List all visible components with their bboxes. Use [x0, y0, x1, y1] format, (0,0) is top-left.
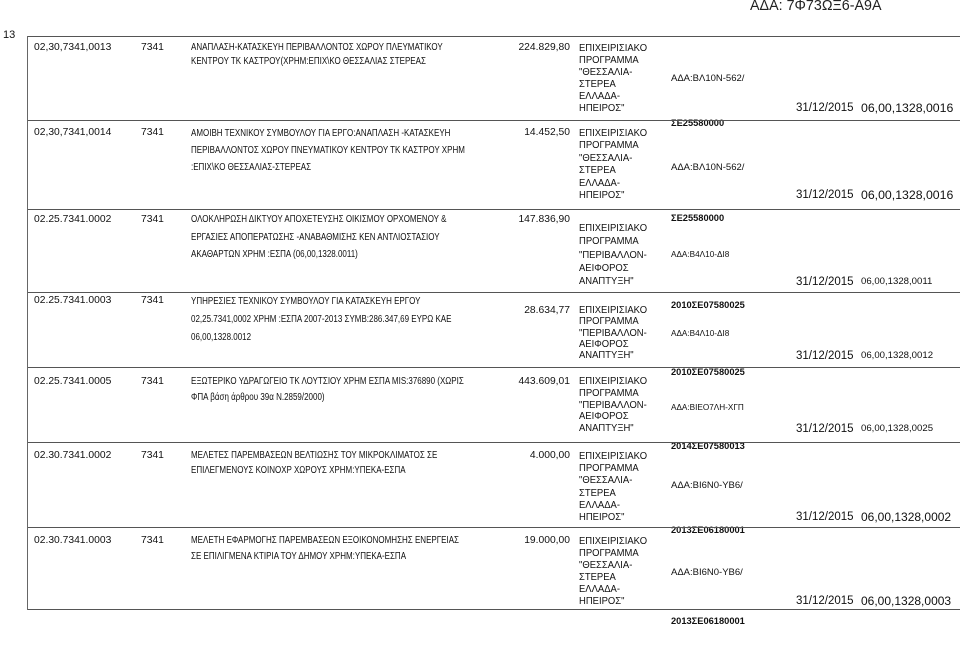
amount: 224.829,80	[518, 42, 570, 53]
kae-code: 7341	[141, 127, 164, 138]
kae-code: 7341	[141, 376, 164, 387]
ada-code: ΑΔΑ:Β4Λ10-ΔΙ8	[671, 329, 730, 338]
reference-code: 06,00,1328,0025	[861, 423, 934, 434]
se-code: ΣΕ25580000	[671, 213, 725, 223]
kae-code: 7341	[141, 42, 164, 53]
reference-code: 06,00,1328,0002	[861, 510, 952, 524]
amount: 443.609,01	[518, 376, 570, 387]
se-code: 2010ΣΕ07580025	[671, 367, 745, 377]
account-code: 02,30,7341,0014	[34, 127, 112, 138]
account-code: 02,30,7341,0013	[34, 42, 112, 53]
date: 31/12/2015	[796, 350, 854, 362]
funding-program: ΕΠΙΧΕΙΡΙΣΙΑΚΟ ΠΡΟΓΡΑΜΜΑ "ΠΕΡΙΒΑΛΛΟΝ- ΑΕΙΦΟΡΟΣ ΑΝΑΠΤΥΞΗ"	[579, 304, 648, 361]
date: 31/12/2015	[796, 595, 854, 607]
date: 31/12/2015	[796, 102, 854, 114]
reference-code: 06,00,1328,0011	[861, 276, 933, 287]
amount: 19.000,00	[524, 535, 570, 546]
project-description: ΟΛΟΚΛΗΡΩΣΗ ΔΙΚΤΥΟΥ ΑΠΟΧΕΤΕΥΣΗΣ ΟΙΚΙΣΜΟΥ ΟΡΧΟΜΕΝΟΥ & ΕΡΓΑΣΙΕΣ ΑΠΟΠΕΡΑΤΩΣΗΣ -ΑΝΑΒΑΘΜΙΣΗΣ ΚΕΝ ΑΝΤΛΙΟΣΤΑΣΙΟΥ ΑΚΑΘΑΡΤΩΝ ΧΡΗΜ :ΕΣΠΑ (06,00,1328.0011)	[191, 214, 447, 260]
amount: 4.000,00	[529, 450, 570, 461]
ada-code: ΑΔΑ:Β4Λ10-ΔΙ8	[671, 250, 730, 259]
funding-program: ΕΠΙΧΕΙΡΙΣΙΑΚΟ ΠΡΟΓΡΑΜΜΑ "ΠΕΡΙΒΑΛΛΟΝ- ΑΕΙΦΟΡΟΣ ΑΝΑΠΤΥΞΗ"	[579, 375, 648, 434]
reference-code: 06,00,1328,0016	[861, 101, 954, 115]
project-description: ΜΕΛΕΤΗ ΕΦΑΡΜΟΓΗΣ ΠΑΡΕΜΒΑΣΕΩΝ ΕΞΟΙΚΟΝΟΜΗΣΗΣ ΕΝΕΡΓΕΙΑΣ ΣΕ ΕΠΙΛΙΓΜΕΝΑ ΚΤΙΡΙΑ ΤΟΥ ΔΗΜΟΥ ΧΡΗΜ:ΥΠΕΚΑ-ΕΣΠΑ	[191, 535, 460, 562]
project-description: ΜΕΛΕΤΕΣ ΠΑΡΕΜΒΑΣΕΩΝ ΒΕΛΤΙΩΣΗΣ ΤΟΥ ΜΙΚΡΟΚΛΙΜΑΤΟΣ ΣΕ ΕΠΙΛΕΓΜΕΝΟΥΣ ΚΟΙΝΟΧΡ ΧΩΡΟΥΣ ΧΡΗΜ:ΥΠΕΚΑ-ΕΣΠΑ	[191, 450, 438, 476]
account-code: 02.30.7341.0003	[34, 535, 112, 546]
page-number: 13	[3, 29, 16, 41]
ada-reference	[671, 533, 745, 661]
amount: 14.452,50	[524, 127, 570, 138]
kae-code: 7341	[141, 214, 164, 225]
amount: 28.634,77	[524, 305, 570, 316]
date: 31/12/2015	[796, 189, 854, 201]
kae-code: 7341	[141, 535, 164, 546]
se-code: 2010ΣΕ07580025	[671, 300, 745, 310]
account-code: 02.25.7341.0005	[34, 376, 112, 387]
ada-code: ΑΔΑ:ΒΛ10Ν-562/	[671, 73, 745, 84]
funding-program: ΕΠΙΧΕΙΡΙΣΙΑΚΟ ΠΡΟΓΡΑΜΜΑ "ΘΕΣΣΑΛΙΑ- ΣΤΕΡΕΑ ΕΛΛΑΔΑ- ΗΠΕΙΡΟΣ"	[579, 535, 648, 607]
project-description: ΑΜΟΙΒΗ ΤΕΧΝΙΚΟΥ ΣΥΜΒΟΥΛΟΥ ΓΙΑ ΕΡΓΟ:ΑΝΑΠΛΑΣΗ -ΚΑΤΑΣΚΕΥΗ ΠΕΡΙΒΑΛΛΟΝΤΟΣ ΧΩΡΟΥ ΠΝΕΥΜΑΤΙΚΟΥ ΚΕΝΤΡΟΥ ΤΚ ΚΑΣΤΡΟΥ ΧΡΗΜ :ΕΠΙΧ\ΚΟ ΘΕΣΣΑΛΙΑΣ-ΣΤΕΡΕΑΣ	[191, 128, 465, 173]
se-code: 2013ΣΕ06180001	[671, 616, 745, 626]
amount: 147.836,90	[518, 214, 570, 225]
account-code: 02.25.7341.0002	[34, 214, 112, 225]
funding-program: ΕΠΙΧΕΙΡΙΣΙΑΚΟ ΠΡΟΓΡΑΜΜΑ "ΘΕΣΣΑΛΙΑ- ΣΤΕΡΕΑ ΕΛΛΑΔΑ- ΗΠΕΙΡΟΣ"	[579, 42, 648, 114]
document-ada-header: ΑΔΑ: 7Φ73ΩΞ6-Α9Α	[750, 0, 882, 14]
ada-code: ΑΔΑ:ΒΙ6Ν0-ΥΒ6/	[671, 480, 743, 491]
ada-code: ΑΔΑ:ΒΙ6Ν0-ΥΒ6/	[671, 567, 743, 578]
funding-program: ΕΠΙΧΕΙΡΙΣΙΑΚΟ ΠΡΟΓΡΑΜΜΑ "ΘΕΣΣΑΛΙΑ- ΣΤΕΡΕΑ ΕΛΛΑΔΑ- ΗΠΕΙΡΟΣ"	[579, 127, 648, 202]
kae-code: 7341	[141, 450, 164, 461]
se-code: ΣΕ25580000	[671, 118, 725, 128]
table-row	[28, 367, 960, 451]
date: 31/12/2015	[796, 276, 854, 288]
funding-program: ΕΠΙΧΕΙΡΙΣΙΑΚΟ ΠΡΟΓΡΑΜΜΑ "ΘΕΣΣΑΛΙΑ- ΣΤΕΡΕΑ ΕΛΛΑΔΑ- ΗΠΕΙΡΟΣ"	[579, 450, 648, 524]
project-description: ΥΠΗΡΕΣΙΕΣ ΤΕΧΝΙΚΟΥ ΣΥΜΒΟΥΛΟΥ ΓΙΑ ΚΑΤΑΣΚΕΥΗ ΕΡΓΟΥ 02,25.7341,0002 ΧΡΗΜ :ΕΣΠΑ 2007-2013 ΣΥΜΒ:286.347,69 ΕΥΡΩ ΚΑΕ 06,00,1328.0012	[191, 296, 452, 343]
table-row	[28, 36, 960, 128]
se-code: 2014ΣΕ07580013	[671, 441, 745, 451]
table-row	[28, 442, 960, 535]
kae-code: 7341	[141, 295, 164, 306]
project-description: ΕΞΩΤΕΡΙΚΟ ΥΔΡΑΓΩΓΕΙΟ ΤΚ ΛΟΥΤΣΙΟΥ ΧΡΗΜ ΕΣΠΑ MIS:376890 (ΧΩΡΙΣ ΦΠΑ βάση άρθρου 39α Ν.2859/2000)	[191, 376, 464, 403]
reference-code: 06,00,1328,0016	[861, 188, 954, 202]
ada-code: ΑΔΑ:ΒΙΕΟ7ΛΗ-ΧΓΠ	[671, 403, 744, 412]
table-row	[28, 292, 960, 377]
date: 31/12/2015	[796, 423, 854, 435]
reference-code: 06,00,1328,0012	[861, 350, 934, 361]
se-code: 2013ΣΕ06180001	[671, 525, 745, 535]
project-description: ΑΝΑΠΛΑΣΗ-ΚΑΤΑΣΚΕΥΗ ΠΕΡΙΒΑΛΛΟΝΤΟΣ ΧΩΡΟΥ ΠΛΕΥΜΑΤΙΚΟΥ ΚΕΝΤΡΟΥ ΤΚ ΚΑΣΤΡΟΥ(ΧΡΗΜ:ΕΠΙΧ\ΚΟ ΘΕΣΣΑΛΙΑΣ ΣΤΕΡΕΑΣ	[191, 42, 443, 67]
funding-program: ΕΠΙΧΕΙΡΙΣΙΑΚΟ ΠΡΟΓΡΑΜΜΑ "ΠΕΡΙΒΑΛΛΟΝ- ΑΕΙΦΟΡΟΣ ΑΝΑΠΤΥΞΗ"	[579, 222, 648, 287]
date: 31/12/2015	[796, 511, 854, 523]
account-code: 02.30.7341.0002	[34, 450, 112, 461]
budget-table	[27, 36, 960, 626]
account-code: 02.25.7341.0003	[34, 295, 112, 306]
ada-code: ΑΔΑ:ΒΛ10Ν-562/	[671, 162, 745, 173]
table-row	[28, 527, 960, 626]
reference-code: 06,00,1328,0003	[861, 594, 952, 608]
